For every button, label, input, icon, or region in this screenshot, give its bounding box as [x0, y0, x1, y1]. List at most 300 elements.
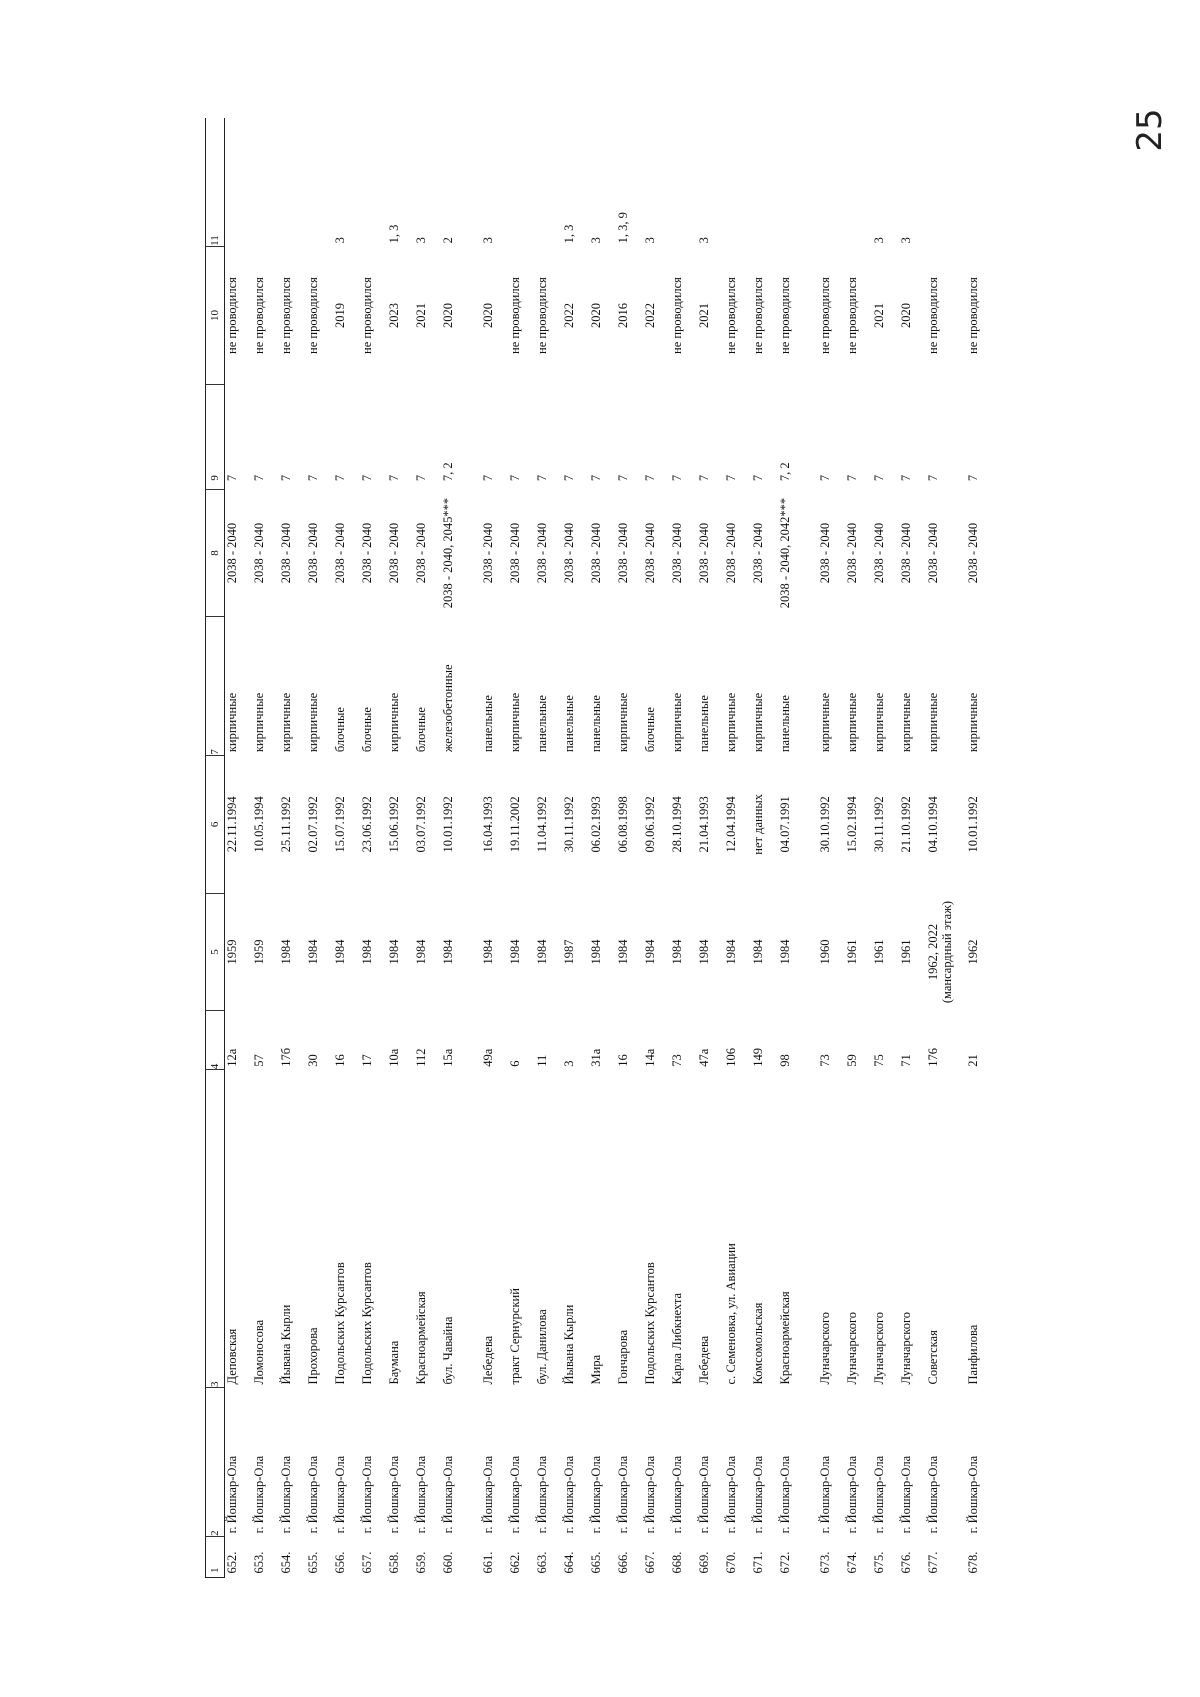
- cell-wall-material: кирпичные: [871, 692, 886, 753]
- cell-house-number: 10а: [386, 1048, 401, 1067]
- cell-wall-material: кирпичные: [507, 692, 522, 753]
- cell-repair-code: 7: [359, 474, 374, 482]
- cell-repair-code: 7: [925, 474, 940, 482]
- column-number-9: 9: [206, 385, 225, 490]
- cell-survey-year: 2021: [413, 303, 428, 329]
- cell-notes: [966, 118, 996, 246]
- cell-notes: 3: [696, 237, 711, 244]
- cell-build-year: 1984: [359, 939, 374, 965]
- cell-notes: [360, 118, 387, 246]
- cell-repair-period: 2038 - 2040: [871, 522, 886, 584]
- table-row: [481, 118, 508, 1578]
- cell-doc-date: 23.06.1992: [359, 796, 374, 853]
- cell-row-number: 673.: [817, 1551, 832, 1574]
- cell-row-number: 671.: [750, 1551, 765, 1574]
- cell-house-number: 3: [561, 1060, 576, 1067]
- cell-doc-date: 11.04.1992: [534, 796, 549, 853]
- cell-house-number: 16: [332, 1054, 347, 1067]
- cell-notes: [845, 118, 872, 246]
- cell-house-number: 12а: [225, 1048, 239, 1067]
- cell-house-number: 11: [534, 1054, 549, 1067]
- cell-wall-material: кирпичные: [669, 692, 684, 753]
- table-row: [508, 118, 535, 1578]
- cell-city: г. Йошкар-Ола: [561, 1455, 576, 1534]
- cell-survey-year: 2020: [588, 303, 603, 329]
- cell-street: Йывана Кырли: [561, 1304, 576, 1385]
- table-row: [616, 118, 643, 1578]
- table-row: [441, 118, 481, 1578]
- cell-street: Карла Либкнехта: [669, 1292, 684, 1385]
- cell-city: г. Йошкар-Ола: [898, 1455, 913, 1534]
- cell-repair-period: 2038 - 2040: [615, 522, 630, 584]
- table-row: [252, 118, 279, 1578]
- cell-survey-year: не проводился: [817, 277, 832, 354]
- cell-doc-date: 15.06.1992: [386, 796, 401, 853]
- cell-doc-date: 10.01.1992: [965, 796, 980, 853]
- cell-doc-date: 28.10.1994: [669, 796, 684, 853]
- cell-row-number: 676.: [898, 1551, 913, 1574]
- cell-house-number: 149: [750, 1047, 765, 1067]
- cell-house-number: 106: [723, 1047, 738, 1067]
- cell-doc-date: 25.11.1992: [278, 796, 293, 853]
- cell-city: г. Йошкар-Ола: [696, 1455, 711, 1534]
- cell-build-year: 1984: [386, 939, 401, 965]
- column-number-8: 8: [206, 489, 225, 617]
- cell-wall-material: блочные: [413, 707, 428, 753]
- cell-house-number: 73: [817, 1054, 832, 1067]
- cell-build-year: 1984: [642, 939, 657, 965]
- cell-row-number: 672.: [777, 1551, 792, 1574]
- cell-doc-date: 02.07.1992: [305, 796, 320, 853]
- rotated-table-container: [205, 118, 1000, 1578]
- cell-survey-year: не проводился: [723, 277, 738, 354]
- cell-build-year: 1984: [723, 939, 738, 965]
- cell-survey-year: 2019: [332, 303, 347, 329]
- cell-notes: [535, 118, 562, 246]
- cell-row-number: 660.: [440, 1551, 455, 1574]
- cell-row-number: 652.: [225, 1551, 239, 1574]
- cell-build-year: 1984: [332, 939, 347, 965]
- cell-city: г. Йошкар-Ола: [305, 1455, 320, 1534]
- building-register-table: [205, 118, 996, 1578]
- table-row: [414, 118, 441, 1578]
- cell-wall-material: блочные: [332, 707, 347, 753]
- column-number-3: 3: [206, 1070, 225, 1388]
- cell-row-number: 678.: [965, 1551, 980, 1574]
- cell-doc-date: 22.11.1994: [225, 796, 239, 853]
- cell-street: Панфилова: [965, 1324, 980, 1385]
- cell-city: г. Йошкар-Ола: [251, 1455, 266, 1534]
- cell-row-number: 664.: [561, 1551, 576, 1574]
- cell-doc-date: 06.02.1993: [588, 796, 603, 853]
- table-row: [643, 118, 670, 1578]
- cell-house-number: 17б: [278, 1047, 293, 1067]
- cell-repair-code: 7: [696, 474, 711, 482]
- cell-repair-period: 2038 - 2040: [965, 522, 980, 584]
- cell-street: Красноармейская: [777, 1291, 792, 1385]
- cell-repair-code: 7: [615, 474, 630, 482]
- cell-repair-period: 2038 - 2040: [642, 522, 657, 584]
- cell-doc-date: 10.05.1994: [251, 796, 266, 853]
- table-row: [926, 118, 966, 1578]
- cell-repair-period: 2038 - 2040: [750, 522, 765, 584]
- cell-city: г. Йошкар-Ола: [615, 1455, 630, 1534]
- cell-repair-code: 7: [723, 474, 738, 482]
- cell-house-number: 30: [305, 1054, 320, 1067]
- cell-row-number: 655.: [305, 1551, 320, 1574]
- cell-house-number: 21: [965, 1054, 980, 1067]
- cell-city: г. Йошкар-Ола: [669, 1455, 684, 1534]
- cell-build-year: 1984: [588, 939, 603, 965]
- cell-notes: [751, 118, 778, 246]
- cell-house-number: 59: [844, 1054, 859, 1067]
- cell-build-year: 1984: [750, 939, 765, 965]
- cell-doc-date: 15.07.1992: [332, 796, 347, 853]
- cell-repair-period: 2038 - 2040: [898, 522, 913, 584]
- cell-doc-date: 16.04.1993: [480, 796, 495, 853]
- table-row: [306, 118, 333, 1578]
- cell-house-number: 17: [359, 1054, 374, 1067]
- column-number-1: 1: [206, 1536, 225, 1577]
- cell-repair-period: 2038 - 2040: [480, 522, 495, 584]
- cell-repair-code: 7: [480, 474, 495, 482]
- cell-wall-material: кирпичные: [615, 692, 630, 753]
- cell-build-year: 1984: [669, 939, 684, 965]
- cell-wall-material: железобетонные: [440, 664, 455, 753]
- table-row: [845, 118, 872, 1578]
- cell-repair-period: 2038 - 2040: [332, 522, 347, 584]
- cell-survey-year: не проводился: [534, 277, 549, 354]
- cell-repair-period: 2038 - 2040: [534, 522, 549, 584]
- cell-build-year: 1984: [305, 939, 320, 965]
- cell-survey-year: не проводился: [251, 277, 266, 354]
- cell-row-number: 669.: [696, 1551, 711, 1574]
- cell-doc-date: 15.02.1994: [844, 796, 859, 853]
- cell-build-year: 1984: [413, 939, 428, 965]
- cell-house-number: 6: [507, 1060, 522, 1067]
- cell-survey-year: 2016: [615, 303, 630, 329]
- cell-survey-year: не проводился: [925, 277, 940, 354]
- cell-repair-period: 2038 - 2040: [386, 522, 401, 584]
- cell-repair-code: 7: [898, 474, 913, 482]
- cell-wall-material: кирпичные: [251, 692, 266, 753]
- cell-survey-year: 2021: [696, 303, 711, 329]
- cell-notes: [279, 118, 306, 246]
- cell-row-number: 674.: [844, 1551, 859, 1574]
- cell-repair-period: 2038 - 2040: [507, 522, 522, 584]
- cell-repair-period: 2038 - 2040: [561, 522, 576, 584]
- cell-row-number: 661.: [480, 1551, 495, 1574]
- cell-repair-code: 7: [386, 474, 401, 482]
- cell-notes: [926, 118, 966, 246]
- cell-doc-date: 21.04.1993: [696, 796, 711, 853]
- cell-wall-material: панельные: [534, 695, 549, 753]
- cell-street: Луначарского: [817, 1311, 832, 1385]
- cell-wall-material: кирпичные: [278, 692, 293, 753]
- cell-city: г. Йошкар-Ола: [413, 1455, 428, 1534]
- cell-row-number: 663.: [534, 1551, 549, 1574]
- cell-notes: 3: [480, 237, 495, 244]
- cell-wall-material: панельные: [561, 695, 576, 753]
- cell-notes: 2: [440, 237, 455, 244]
- cell-wall-material: блочные: [359, 707, 374, 753]
- cell-row-number: 675.: [871, 1551, 886, 1574]
- cell-build-year: 1961: [871, 939, 886, 965]
- cell-survey-year: 2020: [898, 303, 913, 329]
- cell-row-number: 656.: [332, 1551, 347, 1574]
- cell-street: Луначарского: [844, 1311, 859, 1385]
- cell-street: Луначарского: [871, 1311, 886, 1385]
- cell-repair-code: 7: [642, 474, 657, 482]
- cell-street: Советская: [925, 1330, 940, 1385]
- table-row: [966, 118, 996, 1578]
- cell-repair-period: 2038 - 2040: [588, 522, 603, 584]
- cell-row-number: 670.: [723, 1551, 738, 1574]
- cell-notes: 3: [642, 237, 657, 244]
- cell-repair-period: 2038 - 2040: [723, 522, 738, 584]
- cell-build-year: 1984: [278, 939, 293, 965]
- cell-city: г. Йошкар-Ола: [386, 1455, 401, 1534]
- cell-build-year: 1984: [696, 939, 711, 965]
- cell-wall-material: кирпичные: [898, 692, 913, 753]
- cell-build-year: 1984: [480, 939, 495, 965]
- cell-wall-material: панельные: [588, 695, 603, 753]
- cell-wall-material: кирпичные: [225, 692, 239, 753]
- cell-row-number: 668.: [669, 1551, 684, 1574]
- cell-repair-period: 2038 - 2040: [817, 522, 832, 584]
- cell-repair-code: 7: [251, 474, 266, 482]
- cell-repair-code: 7: [588, 474, 603, 482]
- cell-notes: [724, 118, 751, 246]
- cell-survey-year: не проводился: [225, 277, 239, 354]
- table-row: [225, 118, 252, 1578]
- cell-repair-period: 2038 - 2040: [413, 522, 428, 584]
- cell-street: Баумана: [386, 1340, 401, 1385]
- cell-survey-year: не проводился: [305, 277, 320, 354]
- cell-wall-material: панельные: [480, 695, 495, 753]
- cell-repair-code: 7: [507, 474, 522, 482]
- cell-survey-year: 2022: [561, 303, 576, 329]
- cell-repair-period: 2038 - 2040: [278, 522, 293, 584]
- cell-build-year: 1960: [817, 939, 832, 965]
- cell-repair-period: 2038 - 2040: [251, 522, 266, 584]
- cell-street: бул. Чавайна: [440, 1316, 455, 1385]
- table-row: [333, 118, 360, 1578]
- cell-notes: 3: [588, 237, 603, 244]
- cell-wall-material: кирпичные: [386, 692, 401, 753]
- cell-row-number: 666.: [615, 1551, 630, 1574]
- cell-doc-date: 09.06.1992: [642, 796, 657, 853]
- cell-wall-material: кирпичные: [723, 692, 738, 753]
- cell-city: г. Йошкар-Ола: [588, 1455, 603, 1534]
- table-row: [360, 118, 387, 1578]
- column-number-10: 10: [206, 246, 225, 384]
- cell-house-number: 31а: [588, 1048, 603, 1067]
- cell-repair-code: 7: [305, 474, 320, 482]
- cell-row-number: 662.: [507, 1551, 522, 1574]
- cell-build-year: 1959: [251, 939, 266, 965]
- cell-house-number: 98: [777, 1054, 792, 1067]
- cell-wall-material: кирпичные: [817, 692, 832, 753]
- table-row: [778, 118, 818, 1578]
- cell-row-number: 654.: [278, 1551, 293, 1574]
- cell-house-number: 112: [413, 1048, 428, 1067]
- cell-build-year: 1961: [844, 939, 859, 965]
- cell-repair-period: 2038 - 2040, 2045***: [440, 497, 455, 609]
- cell-city: г. Йошкар-Ола: [359, 1455, 374, 1534]
- cell-build-year: 1962, 2022 (мансардный этаж): [925, 900, 954, 1004]
- table-row: [562, 118, 589, 1578]
- cell-survey-year: не проводился: [777, 277, 792, 354]
- table-row: [670, 118, 697, 1578]
- cell-notes: 1, 3: [561, 224, 576, 244]
- cell-survey-year: 2022: [642, 303, 657, 329]
- cell-street: Ломоносова: [251, 1319, 266, 1385]
- cell-doc-date: 19.11.2002: [507, 796, 522, 853]
- cell-build-year: 1984: [615, 939, 630, 965]
- cell-doc-date: 04.07.1991: [777, 796, 792, 853]
- cell-repair-code: 7: [561, 474, 576, 482]
- cell-survey-year: не проводился: [750, 277, 765, 354]
- cell-notes: [818, 118, 845, 246]
- cell-wall-material: панельные: [777, 695, 792, 753]
- table-row: [899, 118, 926, 1578]
- table-row: [697, 118, 724, 1578]
- cell-row-number: 653.: [251, 1551, 266, 1574]
- page-number: 25: [1130, 108, 1170, 152]
- cell-house-number: 75: [871, 1054, 886, 1067]
- cell-street: Гончарова: [615, 1329, 630, 1385]
- table-row: [724, 118, 751, 1578]
- cell-doc-date: 30.11.1992: [561, 796, 576, 853]
- cell-doc-date: 03.07.1992: [413, 796, 428, 853]
- cell-wall-material: кирпичные: [844, 692, 859, 753]
- cell-city: г. Йошкар-Ола: [225, 1455, 239, 1534]
- cell-repair-code: 7, 2: [440, 462, 455, 482]
- cell-city: г. Йошкар-Ола: [925, 1455, 940, 1534]
- cell-repair-code: 7: [332, 474, 347, 482]
- cell-repair-code: 7: [965, 474, 980, 482]
- cell-survey-year: 2021: [871, 303, 886, 329]
- cell-street: Комсомольская: [750, 1302, 765, 1385]
- cell-house-number: 57: [251, 1054, 266, 1067]
- cell-row-number: 658.: [386, 1551, 401, 1574]
- cell-row-number: 657.: [359, 1551, 374, 1574]
- cell-repair-code: 7: [225, 474, 239, 482]
- cell-survey-year: не проводился: [359, 277, 374, 354]
- cell-street: Деповская: [225, 1328, 239, 1385]
- cell-repair-period: 2038 - 2040, 2042***: [777, 497, 792, 609]
- cell-repair-period: 2038 - 2040: [305, 522, 320, 584]
- cell-city: г. Йошкар-Ола: [480, 1455, 495, 1534]
- cell-house-number: 15а: [440, 1048, 455, 1067]
- cell-street: Прохорова: [305, 1327, 320, 1385]
- cell-city: г. Йошкар-Ола: [844, 1455, 859, 1534]
- cell-notes: 1, 3: [386, 224, 401, 244]
- cell-city: г. Йошкар-Ола: [507, 1455, 522, 1534]
- cell-survey-year: не проводился: [669, 277, 684, 354]
- table-row: [818, 118, 845, 1578]
- cell-survey-year: 2023: [386, 303, 401, 329]
- cell-city: г. Йошкар-Ола: [278, 1455, 293, 1534]
- cell-street: Подольских Курсантов: [332, 1262, 347, 1385]
- cell-build-year: 1959: [225, 939, 239, 965]
- cell-notes: [670, 118, 697, 246]
- column-number-4: 4: [206, 1011, 225, 1070]
- cell-repair-code: 7: [669, 474, 684, 482]
- cell-street: Йывана Кырли: [278, 1304, 293, 1385]
- cell-street: Подольских Курсантов: [642, 1262, 657, 1385]
- cell-build-year: 1961: [898, 939, 913, 965]
- cell-street: тракт Сернурский: [507, 1288, 522, 1385]
- cell-repair-code: 7: [844, 474, 859, 482]
- cell-city: г. Йошкар-Ола: [332, 1455, 347, 1534]
- table-row: [751, 118, 778, 1578]
- cell-repair-period: 2038 - 2040: [225, 522, 239, 584]
- table-row: [387, 118, 414, 1578]
- table-row: [279, 118, 306, 1578]
- cell-city: г. Йошкар-Ола: [777, 1455, 792, 1534]
- cell-repair-period: 2038 - 2040: [696, 522, 711, 584]
- cell-street: Красноармейская: [413, 1291, 428, 1385]
- cell-city: г. Йошкар-Ола: [750, 1455, 765, 1534]
- cell-build-year: 1962: [965, 939, 980, 965]
- cell-city: г. Йошкар-Ола: [534, 1455, 549, 1534]
- cell-build-year: 1984: [507, 939, 522, 965]
- column-number-5: 5: [206, 893, 225, 1010]
- cell-build-year: 1984: [534, 939, 549, 965]
- cell-street: бул. Данилова: [534, 1309, 549, 1385]
- cell-city: г. Йошкар-Ола: [965, 1455, 980, 1534]
- table-row: [872, 118, 899, 1578]
- cell-build-year: 1984: [440, 939, 455, 965]
- cell-doc-date: 30.10.1992: [817, 796, 832, 853]
- cell-repair-code: 7: [817, 474, 832, 482]
- cell-notes: [252, 118, 279, 246]
- cell-street: Подольских Курсантов: [359, 1262, 374, 1385]
- cell-notes: 3: [871, 237, 886, 244]
- cell-street: Лебедева: [480, 1335, 495, 1385]
- column-number-6: 6: [206, 755, 225, 893]
- cell-notes: 3: [332, 237, 347, 244]
- cell-row-number: 677.: [925, 1551, 940, 1574]
- cell-row-number: 667.: [642, 1551, 657, 1574]
- cell-wall-material: блочные: [642, 707, 657, 753]
- cell-repair-code: 7: [413, 474, 428, 482]
- cell-repair-code: 7: [750, 474, 765, 482]
- cell-survey-year: не проводился: [507, 277, 522, 354]
- cell-notes: 3: [413, 237, 428, 244]
- cell-repair-code: 7: [278, 474, 293, 482]
- cell-repair-period: 2038 - 2040: [669, 522, 684, 584]
- cell-survey-year: не проводился: [965, 277, 980, 354]
- cell-house-number: 14а: [642, 1048, 657, 1067]
- cell-doc-date: 06.08.1998: [615, 796, 630, 853]
- cell-repair-code: 7, 2: [777, 462, 792, 482]
- cell-doc-date: 04.10.1994: [925, 796, 940, 853]
- cell-notes: 3: [898, 237, 913, 244]
- column-number-2: 2: [206, 1387, 225, 1536]
- cell-notes: [778, 118, 818, 246]
- cell-build-year: 1984: [777, 939, 792, 965]
- cell-city: г. Йошкар-Ола: [723, 1455, 738, 1534]
- table-row: [589, 118, 616, 1578]
- cell-doc-date: 10.01.1992: [440, 796, 455, 853]
- cell-notes: 1, 3, 9: [615, 212, 630, 244]
- cell-repair-period: 2038 - 2040: [359, 522, 374, 584]
- cell-doc-date: 12.04.1994: [723, 796, 738, 853]
- cell-notes: [508, 118, 535, 246]
